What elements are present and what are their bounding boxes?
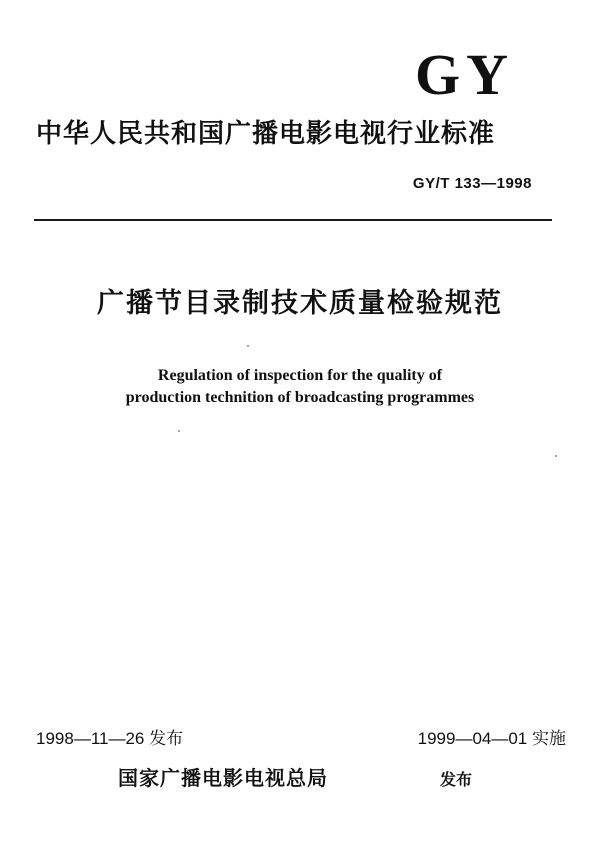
implementation-date: 1999—04—01 实施 <box>417 729 566 748</box>
document-title-chinese: 广播节目录制技术质量检验规范 <box>97 288 503 319</box>
english-title-line-1: Regulation of inspection for the quality of <box>157 367 443 384</box>
standard-category-header: 中华人民共和国广播电影电视行业标准 <box>36 119 496 149</box>
issuing-authority: 国家广播电影电视总局 <box>118 766 328 790</box>
issue-date: 1998—11—26 发布 <box>36 729 184 748</box>
scan-speck <box>247 345 249 347</box>
scan-speck <box>178 430 180 432</box>
gy-code-mark: GY <box>415 42 514 107</box>
english-title-line-2: production technition of broadcasting programmes <box>125 389 475 406</box>
standard-number: GY/T 133—1998 <box>412 175 532 192</box>
publish-label: 发布 <box>440 770 473 789</box>
document-title-english <box>0 365 600 409</box>
header-divider <box>34 219 552 221</box>
scan-speck <box>555 455 557 457</box>
